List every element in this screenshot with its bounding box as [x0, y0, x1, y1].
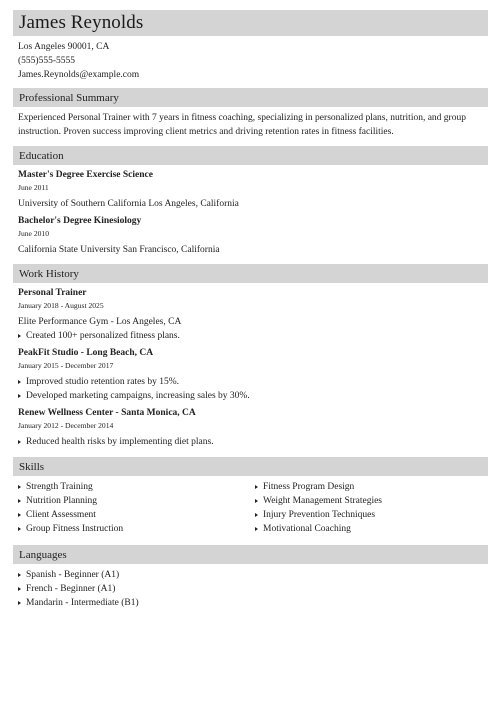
bullet-icon — [18, 527, 21, 531]
language-item: French - Beginner (A1) — [18, 582, 488, 596]
contact-phone: (555)555-5555 — [18, 56, 75, 66]
education-section — [13, 146, 488, 257]
work-heading: Work History — [13, 264, 488, 283]
bullet-icon — [18, 587, 21, 591]
skill-item: Client Assessment — [18, 508, 253, 522]
job-bullet: Developed marketing campaigns, increasing sales by 30%. — [18, 389, 488, 403]
job-date: January 2012 - December 2014 — [18, 421, 114, 430]
job-item — [18, 286, 488, 343]
job-bullet: Improved studio retention rates by 15%. — [18, 375, 488, 389]
education-item — [18, 214, 488, 257]
job-bullet: Created 100+ personalized fitness plans. — [18, 329, 488, 343]
bullet-icon — [18, 380, 21, 384]
candidate-name: James Reynolds — [19, 12, 144, 33]
education-degree: Master's Degree Exercise Science — [18, 170, 153, 180]
education-school: California State University San Francisco, California — [18, 245, 220, 255]
job-date: January 2018 - August 2025 — [18, 301, 104, 310]
work-section — [13, 264, 488, 449]
contact-location: Los Angeles 90001, CA — [18, 42, 110, 52]
skill-item: Motivational Coaching — [255, 522, 488, 536]
resume-page — [13, 10, 488, 610]
bullet-icon — [255, 527, 258, 531]
skills-list-left — [18, 480, 253, 536]
education-item — [18, 168, 488, 211]
language-item: Spanish - Beginner (A1) — [18, 568, 488, 582]
skills-section — [13, 457, 488, 536]
skill-item: Nutrition Planning — [18, 494, 253, 508]
languages-section — [13, 545, 488, 610]
language-item: Mandarin - Intermediate (B1) — [18, 596, 488, 610]
skill-item: Strength Training — [18, 480, 253, 494]
bullet-icon — [18, 513, 21, 517]
bullet-icon — [255, 485, 258, 489]
job-title: PeakFit Studio - Long Beach, CA — [18, 348, 154, 358]
education-date: June 2010 — [18, 229, 50, 238]
skills-heading: Skills — [13, 457, 488, 476]
education-school: University of Southern California Los Angeles, California — [18, 199, 239, 209]
bullet-icon — [18, 334, 21, 338]
job-title: Personal Trainer — [18, 288, 87, 298]
bullet-icon — [255, 513, 258, 517]
name-header — [13, 10, 488, 36]
education-degree: Bachelor's Degree Kinesiology — [18, 216, 142, 226]
skill-item: Fitness Program Design — [255, 480, 488, 494]
bullet-icon — [255, 499, 258, 503]
bullet-icon — [18, 394, 21, 398]
skill-item: Weight Management Strategies — [255, 494, 488, 508]
languages-list — [13, 568, 488, 610]
bullet-icon — [18, 499, 21, 503]
job-title: Renew Wellness Center - Santa Monica, CA — [18, 408, 196, 418]
languages-heading: Languages — [13, 545, 488, 564]
bullet-icon — [18, 485, 21, 489]
bullet-icon — [18, 601, 21, 605]
job-bullet: Reduced health risks by implementing diet plans. — [18, 435, 488, 449]
bullet-icon — [18, 440, 21, 444]
job-employer: Elite Performance Gym - Los Angeles, CA — [18, 317, 182, 327]
bullet-icon — [18, 573, 21, 577]
job-date: January 2015 - December 2017 — [18, 361, 114, 370]
job-item — [18, 346, 488, 403]
skills-list-right — [253, 480, 488, 536]
education-date: June 2011 — [18, 183, 49, 192]
summary-section — [13, 88, 488, 139]
job-item — [18, 406, 488, 449]
contact-info — [13, 40, 488, 82]
education-heading: Education — [13, 146, 488, 165]
skill-item: Group Fitness Instruction — [18, 522, 253, 536]
summary-text: Experienced Personal Trainer with 7 years in fitness coaching, specializing in personalized plans, nutrition, and group instruction. Proven success improving client metrics and driving retention rates in fitness facilities. — [18, 113, 466, 137]
skill-item: Injury Prevention Techniques — [255, 508, 488, 522]
contact-email: James.Reynolds@example.com — [18, 70, 140, 80]
summary-heading: Professional Summary — [13, 88, 488, 107]
